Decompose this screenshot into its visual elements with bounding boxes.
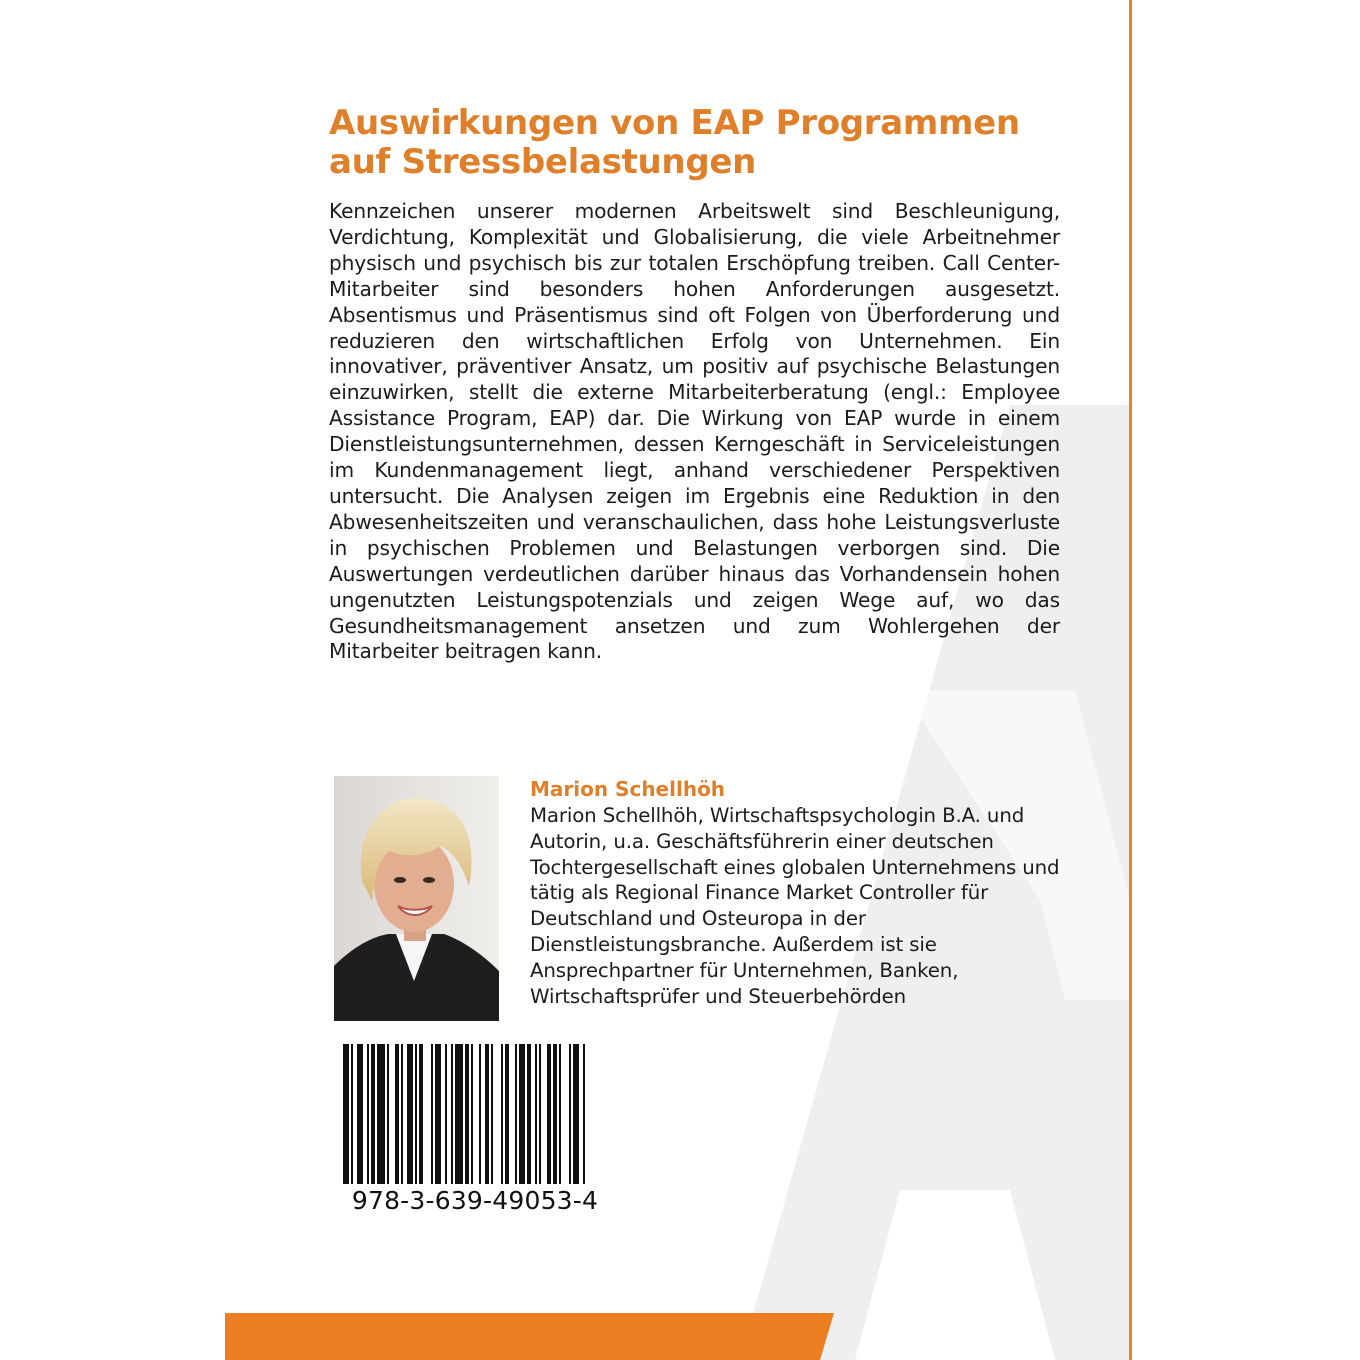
spine-divider-line [1129, 0, 1132, 1360]
barcode-graphic [343, 1044, 607, 1184]
author-name: Marion Schellhöh [530, 777, 726, 801]
isbn-number: 978-3-639-49053-4 [351, 1186, 599, 1215]
isbn-barcode-block [335, 1033, 615, 1228]
book-description: Kennzeichen unserer modernen Arbeitswelt sind Beschleunigung, Verdichtung, Komplexität und Globalisierung, die viele Arbeitnehmer physisch und psychisch bis zur totalen Erschöpfung treiben. Call Center-Mitarbeiter sind besonders hohen Anforderungen ausgesetzt. Absentismus und Präsentismus sind oft Folgen von Überforderung und reduzieren den wirtschaftlichen Erfolg von Unternehmen. Ein innovativer, präventiver Ansatz, um positiv auf psychische Belastungen einzuwirken, stellt die externe Mitarbeiterberatung (engl.: Employee Assistance Program, EAP) dar. Die Wirkung von EAP wurde in einem Dienstleistungsunternehmen, dessen Kerngeschäft in Serviceleistungen im Kundenmanagement liegt, anhand verschiedener Perspektiven untersucht. Die Analysen zeigen im Ergebnis eine Reduktion in den Abwesenheitszeiten und veranschaulichen, dass hohe Leistungsverluste in psychischen Problemen und Belastungen verborgen sind. Die Auswertungen verdeutlichen darüber hinaus das Vorhandensein hohen ungenutzten Leistungspotenzials und zeigen Wege auf, wo das Gesundheitsmanagement ansetzen und zum Wohlergehen der Mitarbeiter beitragen kann. [329, 199, 1060, 664]
book-title-line-2: auf Stressbelastungen [329, 142, 757, 182]
book-title-line-1: Auswirkungen von EAP Programmen [329, 103, 1020, 143]
book-title [329, 104, 1049, 182]
author-biography: Marion Schellhöh, Wirtschaftspsychologin B.A. und Autorin, u.a. Geschäftsführerin einer deutschen Tochtergesellschaft eines globalen Unternehmens und tätig als Regional Finance Market Controller für Deutschland und Osteuropa in der Dienstleistungsbranche. Außerdem ist sie Ansprechpartner für Unternehmen, Banken, Wirtschaftsprüfer und Steuerbehörden [530, 804, 1060, 1008]
author-portrait-photo [334, 776, 499, 1021]
